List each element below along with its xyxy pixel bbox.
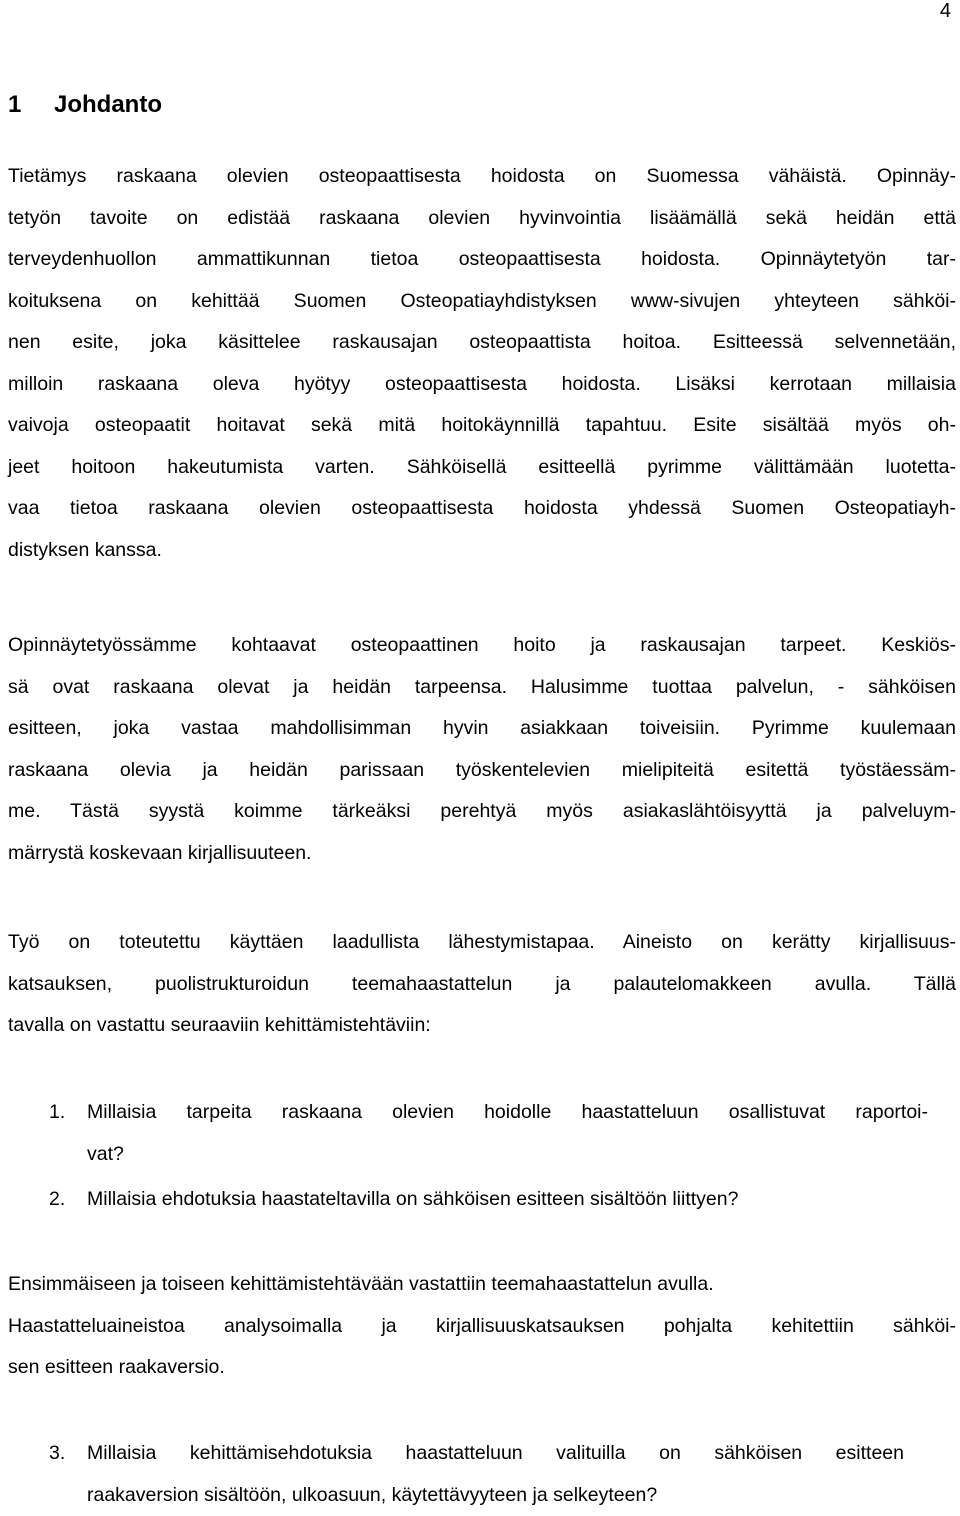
paragraph-line: terveydenhuollon ammattikunnan tietoa osteopaattisesta hoidosta. Opinnäytetyön tar- <box>8 239 956 281</box>
paragraph-line: vaivoja osteopaatit hoitavat sekä mitä hoitokäynnillä tapahtuu. Esite sisältää myös oh- <box>8 405 956 447</box>
chapter-title: Johdanto <box>54 91 162 118</box>
paragraph-line: tavalla on vastattu seuraaviin kehittämistehtäviin: <box>8 1005 956 1047</box>
paragraph-line: Ensimmäiseen ja toiseen kehittämistehtävään vastattiin teemahaastattelun avulla. <box>8 1264 956 1306</box>
list-item-line: vat? <box>87 1134 928 1176</box>
paragraph-method <box>8 922 956 1047</box>
paragraph-line: katsauksen, puolistrukturoidun teemahaastattelun ja palautelomakkeen avulla. Tällä <box>8 964 956 1006</box>
paragraph-line: vaa tietoa raskaana olevien osteopaattisesta hoidosta yhdessä Suomen Osteopatiayh- <box>8 488 956 530</box>
paragraph-line: Työ on toteutettu käyttäen laadullista lähestymistapaa. Aineisto on kerätty kirjallisuus- <box>8 922 956 964</box>
paragraph-line: sä ovat raskaana olevat ja heidän tarpeensa. Halusimme tuottaa palvelun, - sähköisen <box>8 667 956 709</box>
paragraph-line: Tietämys raskaana olevien osteopaattisesta hoidosta on Suomessa vähäistä. Opinnäy- <box>8 156 956 198</box>
list-marker: 1. <box>49 1092 65 1134</box>
paragraph-line: milloin raskaana oleva hyötyy osteopaattisesta hoidosta. Lisäksi kerrotaan millaisia <box>8 364 956 406</box>
chapter-number: 1 <box>8 90 54 120</box>
list-marker: 2. <box>49 1179 65 1221</box>
list-item-line: raakaversion sisältöön, ulkoasuun, käytettävyyteen ja selkeyteen? <box>87 1475 904 1516</box>
paragraph-focus <box>8 625 956 874</box>
paragraph-intro <box>8 156 956 571</box>
page-number: 4 <box>940 0 951 22</box>
paragraph-line: jeet hoitoon hakeutumista varten. Sähköisellä esitteellä pyrimme välittämään luotetta- <box>8 447 956 489</box>
list-item-line: Millaisia tarpeita raskaana olevien hoidolle haastatteluun osallistuvat raportoi- <box>87 1092 928 1134</box>
paragraph-line: distyksen kanssa. <box>8 530 956 572</box>
paragraph-line: esitteen, joka vastaa mahdollisimman hyvin asiakkaan toiveisiin. Pyrimme kuulemaan <box>8 708 956 750</box>
paragraph-line: Haastatteluaineistoa analysoimalla ja kirjallisuuskatsauksen pohjalta kehitettiin sähköi- <box>8 1306 956 1348</box>
paragraph-line: me. Tästä syystä koimme tärkeäksi perehtyä myös asiakaslähtöisyyttä ja palveluym- <box>8 791 956 833</box>
paragraph-line: märrystä koskevaan kirjallisuuteen. <box>8 833 956 875</box>
paragraph-line: tetyön tavoite on edistää raskaana olevien hyvinvointia lisäämällä sekä heidän että <box>8 198 956 240</box>
chapter-heading <box>8 90 162 120</box>
paragraph-line: Opinnäytetyössämme kohtaavat osteopaattinen hoito ja raskausajan tarpeet. Keskiös- <box>8 625 956 667</box>
paragraph-line: koituksena on kehittää Suomen Osteopatiayhdistyksen www-sivujen yhteyteen sähköi- <box>8 281 956 323</box>
paragraph-line: sen esitteen raakaversio. <box>8 1347 956 1389</box>
paragraph-line: nen esite, joka käsittelee raskausajan osteopaattista hoitoa. Esitteessä selvennetään, <box>8 322 956 364</box>
paragraph-analysis <box>8 1264 956 1389</box>
list-item-line: Millaisia kehittämisehdotuksia haastatteluun valituilla on sähköisen esitteen <box>87 1433 904 1475</box>
list-marker: 3. <box>49 1433 65 1475</box>
paragraph-line: raskaana olevia ja heidän parissaan työskentelevien mielipiteitä esitettä työstäessäm- <box>8 750 956 792</box>
list-item-line: Millaisia ehdotuksia haastateltavilla on sähköisen esitteen sisältöön liittyen? <box>87 1179 928 1221</box>
